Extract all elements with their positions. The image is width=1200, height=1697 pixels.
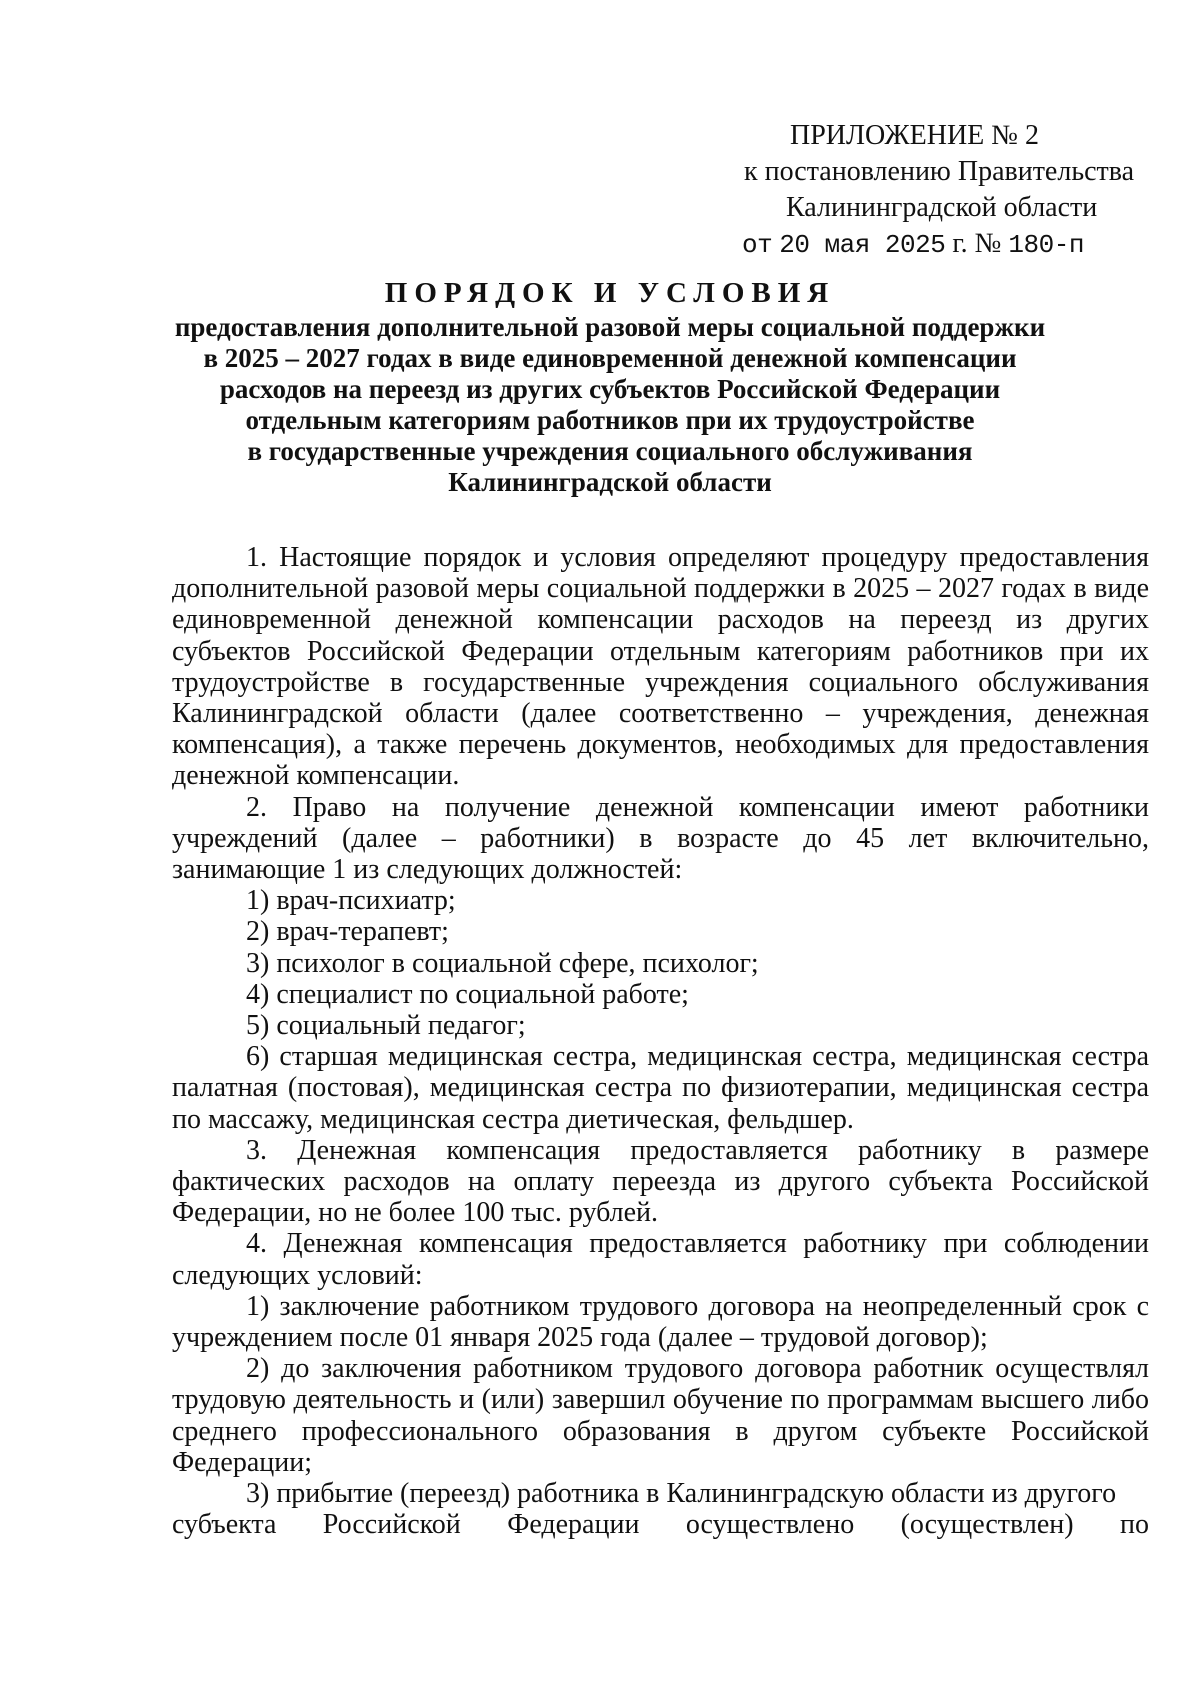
title-main: ПОРЯДОК И УСЛОВИЯ bbox=[384, 277, 836, 309]
paragraph-3: 3. Денежная компенсация предоставляется работнику в размере фактических расходов на оплату переезда из другого субъекта Российской Федерации, но не более 100 тыс. рублей. bbox=[172, 1134, 1149, 1229]
appendix-region: Калининградской области bbox=[786, 192, 1098, 223]
position-item: 4) специалист по социальной работе; bbox=[246, 978, 689, 1010]
appendix-number: ПРИЛОЖЕНИЕ № 2 bbox=[790, 120, 1039, 151]
condition-2: 2) до заключения работником трудового договора работник осуществлял трудовую деятельность и (или) завершил обучение по программам высшего либо среднего профессионального образования в другом субъекте Российской Федерации; bbox=[172, 1353, 1149, 1478]
date-value: 20 мая 2025 bbox=[779, 230, 946, 260]
paragraph-1: 1. Настоящие порядок и условия определяют процедуру предоставления дополнительной разовой меры социальной поддержки в 2025 – 2027 годах в виде единовременной денежной компенсации расходов на переезд из других субъектов Российской Федерации отдельным категориям работников при их трудоустройстве в государственные учреждения социального обслуживания Калининградской области (далее соответственно – учреждения, денежная компенсация), а также перечень документов, необходимых для предоставления денежной компенсации. bbox=[172, 542, 1149, 792]
position-item: 5) социальный педагог; bbox=[246, 1010, 526, 1042]
title-line: Калининградской области bbox=[448, 467, 772, 497]
document-body bbox=[172, 542, 1149, 1541]
date-prefix: от bbox=[742, 230, 773, 260]
title-line: в 2025 – 2027 годах в виде единовременной денежной компенсации bbox=[203, 343, 1017, 373]
appendix-header bbox=[690, 118, 1150, 263]
title-line: предоставления дополнительной разовой меры социальной поддержки bbox=[174, 312, 1046, 342]
appendix-date-line bbox=[690, 226, 1150, 263]
condition-1: 1) заключение работником трудового договора на неопределенный срок с учреждением после 01 января 2025 года (далее – трудовой договор); bbox=[172, 1290, 1149, 1354]
position-item: 3) психолог в социальной сфере, психолог; bbox=[246, 947, 759, 979]
title-line: отдельным категориям работников при их трудоустройстве bbox=[245, 405, 975, 435]
condition-3-start: 3) прибытие (переезд) работника в Калининградскую области из другого bbox=[246, 1478, 1117, 1510]
position-item: 1) врач-психиатр; bbox=[246, 885, 456, 917]
position-item: 2) врач-терапевт; bbox=[246, 916, 449, 948]
appendix-reference: к постановлению Правительства bbox=[744, 156, 1135, 187]
title-line: в государственные учреждения социального обслуживания bbox=[247, 436, 973, 466]
date-year-suffix: г. № bbox=[952, 228, 1002, 259]
resolution-number: 180-п bbox=[1008, 230, 1084, 260]
document-title bbox=[150, 274, 1070, 498]
position-item-6: 6) старшая медицинская сестра, медицинская сестра, медицинская сестра палатная (постовая), медицинская сестра по физиотерапии, медицинская сестра по массажу, медицинская сестра диетическая, фельдшер. bbox=[172, 1041, 1149, 1135]
title-line: расходов на переезд из других субъектов Российской Федерации bbox=[219, 374, 1001, 404]
condition-3-end: субъекта Российской Федерации осуществлено (осуществлен) по bbox=[172, 1509, 1149, 1541]
paragraph-4: 4. Денежная компенсация предоставляется работнику при соблюдении следующих условий: bbox=[172, 1228, 1149, 1291]
paragraph-2: 2. Право на получение денежной компенсации имеют работники учреждений (далее – работники) в возрасте до 45 лет включительно, занимающие 1 из следующих должностей: bbox=[172, 791, 1149, 886]
